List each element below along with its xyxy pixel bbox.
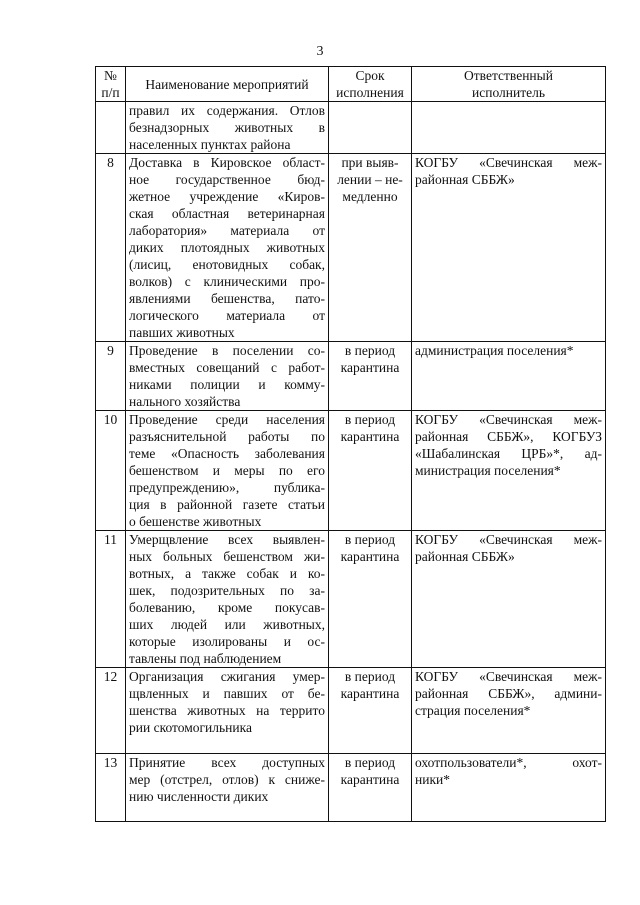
event-term	[329, 342, 412, 411]
event-name-line: никами полиции и комму-	[129, 377, 325, 392]
event-name-line: теме «Опасность заболевания	[129, 446, 325, 461]
event-responsible-line: районная СББЖ», админи-	[415, 686, 602, 701]
event-name	[126, 102, 329, 154]
event-name-line: населенных пунктах района	[129, 137, 291, 152]
event-name-line: ных больных бешенством жи-	[129, 549, 325, 564]
event-responsible-line: КОГБУ «Свечинская меж-	[415, 669, 602, 684]
event-term-line: карантина	[340, 429, 400, 444]
event-name-line: о бешенстве животных	[129, 514, 262, 529]
event-name-line: ших людей или животных,	[129, 617, 325, 632]
event-name-line: тавлены под наблюдением	[129, 651, 282, 666]
event-responsible-line: «Шабалинская ЦРБ»*, ад-	[415, 446, 602, 461]
table-row	[96, 668, 606, 754]
event-name-line: Организация сжигания умер-	[129, 669, 325, 684]
table-body	[96, 102, 606, 822]
event-responsible	[412, 154, 606, 342]
event-term-line: в период	[344, 532, 396, 547]
event-name-line: Принятие всех доступных	[129, 755, 325, 770]
event-responsible	[412, 754, 606, 822]
event-name	[126, 531, 329, 668]
event-responsible	[412, 342, 606, 411]
event-responsible-line: министрация поселения*	[415, 463, 561, 478]
row-number: 13	[96, 754, 126, 822]
row-number: 11	[96, 531, 126, 668]
event-name-line: рии скотомогильника	[129, 720, 252, 735]
event-term	[329, 102, 412, 154]
event-responsible	[412, 531, 606, 668]
event-name-line: болеванию, кроме покусав-	[129, 600, 325, 615]
header-name: Наименование мероприятий	[126, 67, 329, 102]
event-term-line: карантина	[340, 772, 400, 787]
page-number: 3	[316, 44, 324, 59]
event-term-line: медленно	[342, 189, 398, 204]
row-number: 9	[96, 342, 126, 411]
event-term	[329, 754, 412, 822]
event-name-line: диких плотоядных животных	[129, 240, 325, 255]
event-name-line: вместных совещаний с работ-	[129, 360, 325, 375]
event-responsible-line: КОГБУ «Свечинская меж-	[415, 532, 602, 547]
event-responsible-line: ники*	[415, 772, 450, 787]
event-responsible-line: районная СББЖ»	[415, 172, 515, 187]
event-name	[126, 668, 329, 754]
event-responsible-line: районная СББЖ», КОГБУЗ	[415, 429, 602, 444]
event-name-line: нию численности диких	[129, 789, 269, 804]
table-row	[96, 102, 606, 154]
event-name-line: щвленных и павших от бе-	[129, 686, 325, 701]
event-term-line: карантина	[340, 686, 400, 701]
event-responsible-line: КОГБУ «Свечинская меж-	[415, 155, 602, 170]
event-name-line: бешенством и меры по его	[129, 463, 325, 478]
event-name-line: безнадзорных животных в	[129, 120, 325, 135]
header-row	[96, 67, 606, 102]
table-row	[96, 342, 606, 411]
event-term-line: в период	[344, 412, 396, 427]
event-term-line: карантина	[340, 549, 400, 564]
event-responsible-line: КОГБУ «Свечинская меж-	[415, 412, 602, 427]
event-name	[126, 342, 329, 411]
event-term-line: карантина	[340, 360, 400, 375]
event-responsible-line: страция поселения*	[415, 703, 531, 718]
table-row	[96, 154, 606, 342]
event-term	[329, 668, 412, 754]
event-name-line: шенства животных на террито	[129, 703, 325, 718]
event-name-line: Умерщвление всех выявлен-	[129, 532, 325, 547]
event-name	[126, 154, 329, 342]
event-name-line: Проведение в поселении со-	[129, 343, 325, 358]
row-number: 10	[96, 411, 126, 531]
event-responsible	[412, 668, 606, 754]
event-responsible-line: администрация поселения*	[415, 343, 574, 358]
event-name-line: предупреждению», публика-	[129, 480, 325, 495]
event-term-line: при выяв-	[341, 155, 399, 170]
event-term	[329, 154, 412, 342]
event-term-line: в период	[344, 755, 396, 770]
event-name-line: жетное учреждение «Киров-	[129, 189, 325, 204]
event-name-line: явлениями бешенства, пато-	[129, 291, 325, 306]
event-name-line: которые изолированы и ос-	[129, 634, 325, 649]
table-row	[96, 411, 606, 531]
event-term	[329, 411, 412, 531]
header-term: Срок исполнения	[329, 67, 412, 102]
event-name-line: лаборатория» материала от	[129, 223, 325, 238]
header-responsible: Ответственный исполнитель	[412, 67, 606, 102]
event-responsible	[412, 102, 606, 154]
event-term-line: в период	[344, 343, 396, 358]
event-name-line: ное государственное бюд-	[129, 172, 325, 187]
event-term	[329, 531, 412, 668]
event-name-line: Доставка в Кировское област-	[129, 155, 325, 170]
row-number	[96, 102, 126, 154]
event-name-line: шек, подозрительных по за-	[129, 583, 325, 598]
event-name-line: ция в районной газете статьи	[129, 497, 325, 512]
event-name-line: (лисиц, енотовидных собак,	[129, 257, 325, 272]
event-name	[126, 411, 329, 531]
event-name-line: логического материала от	[129, 308, 325, 323]
table-header	[96, 67, 606, 102]
row-number: 8	[96, 154, 126, 342]
header-num: № п/п	[96, 67, 126, 102]
event-term-line: в период	[344, 669, 396, 684]
table-row	[96, 754, 606, 822]
event-responsible-line: районная СББЖ»	[415, 549, 515, 564]
event-responsible-line: охотпользователи*, охот-	[415, 755, 602, 770]
row-number: 12	[96, 668, 126, 754]
event-name-line: павших животных	[129, 325, 235, 340]
event-name-line: волков) с клиническими про-	[129, 274, 325, 289]
event-name-line: правил их содержания. Отлов	[129, 103, 325, 118]
event-name-line: ская областная ветеринарная	[129, 206, 325, 221]
event-responsible	[412, 411, 606, 531]
event-name-line: разъяснительной работы по	[129, 429, 325, 444]
event-term-line: лении – не-	[337, 172, 403, 187]
events-table	[95, 66, 606, 822]
event-name-line: вотных, а также собак и ко-	[129, 566, 325, 581]
table-row	[96, 531, 606, 668]
event-name-line: мер (отстрел, отлов) к сниже-	[129, 772, 325, 787]
event-name-line: нального хозяйства	[129, 394, 241, 409]
event-name	[126, 754, 329, 822]
event-name-line: Проведение среди населения	[129, 412, 325, 427]
